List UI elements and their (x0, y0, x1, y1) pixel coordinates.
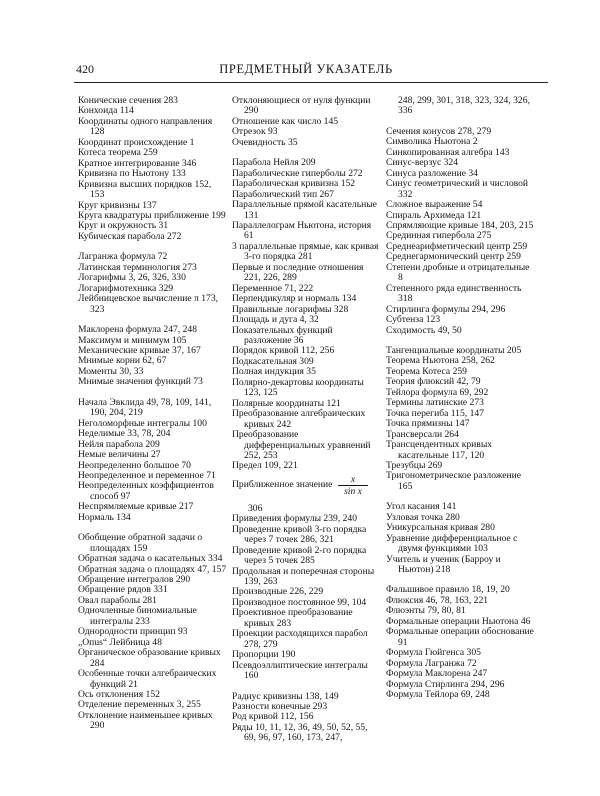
index-entry: Отделение переменных 3, 255 (78, 699, 201, 711)
index-entry: Обратная задача о площадях 47, 157 (78, 563, 227, 575)
index-group-s (386, 127, 536, 336)
index-entry: Перпендикуляр и нормаль 134 (232, 293, 357, 305)
index-group-o (78, 533, 228, 732)
index-entry: Лейбницевское вычисление π 173, 323 (78, 293, 219, 315)
index-entry: Теория флюксий 42, 79 (386, 376, 481, 388)
page-number: 420 (76, 62, 94, 76)
index-entry: Максимум и минимум 105 (78, 334, 187, 346)
index-entry: Уникурсальная кривая 280 (386, 522, 495, 534)
index-entry: Координат происхождение 1 (78, 136, 195, 148)
index-entry: Сечения конусов 278, 279 (386, 125, 492, 137)
index-entry: Неспрямляемые кривые 217 (78, 501, 194, 513)
index-entry: Радиус кривизны 138, 149 (232, 690, 339, 702)
index-group-r-cont (386, 96, 536, 117)
index-entry: Продольная и поперечная стороны 139, 263 (232, 565, 375, 588)
index-entry: Среднеарифметический центр 259 (386, 240, 528, 252)
index-entry: Сложное выражение 54 (386, 199, 483, 211)
index-entry: Преобразование алгебраических кривых 242 (232, 408, 366, 430)
index-entry: Разности конечные 293 (232, 701, 328, 713)
index-entry: Параболическая кривизна 152 (232, 178, 356, 190)
index-entry: Параллелограм Ньютона, история 61 (232, 219, 372, 242)
index-entry: Особенные точки алгебраических функций 21 (78, 668, 217, 690)
index-entry: Круг кривизны 137 (78, 199, 157, 211)
index-entry: Логарифмотехника 329 (78, 282, 174, 294)
fraction-denominator: sin x (344, 485, 362, 497)
index-entry: Формула Лагранжа 72 (386, 657, 477, 669)
index-entry: Точка прямизны 147 (386, 418, 470, 430)
index-entry: Субтенза 123 (386, 314, 441, 326)
index-entry: Очевидность 35 (232, 136, 298, 148)
index-column-2 (232, 96, 380, 754)
index-entry: Порядок кривой 112, 256 (232, 345, 335, 357)
index-entry: Неопределенное и переменное 71 (78, 469, 216, 481)
index-entry: Правильные логарифмы 328 (232, 303, 349, 315)
index-entry: Показательных функций разложение 36 (232, 324, 333, 346)
index-entry: Пропорции 190 (232, 649, 296, 661)
index-entry: Синус геометрический и числовой 332 (386, 178, 529, 200)
page-header (64, 62, 548, 78)
index-entry: Мнимые значения функций 73 (78, 376, 203, 388)
index-entry: Приведения формулы 239, 240 (232, 513, 358, 525)
index-entry: Латинская терминология 273 (78, 261, 197, 273)
index-entry: Парабола Нейля 209 (232, 157, 316, 169)
index-entry: Символика Ньютона 2 (386, 136, 478, 148)
index-group-l (78, 252, 228, 315)
index-column-3 (386, 96, 536, 710)
index-entry: Кривизна высших порядков 152, 153 (78, 178, 212, 201)
index-entry: Обращение интегралов 290 (78, 574, 191, 586)
index-group-k (78, 96, 228, 242)
formula-entry (232, 474, 380, 502)
index-entry: Конхоида 114 (78, 105, 134, 117)
index-entry: Термины латинские 273 (386, 397, 484, 409)
index-entry: Фальшивое правило 18, 19, 20 (386, 584, 510, 596)
index-entry: Нейля парабола 209 (78, 438, 160, 450)
index-group-r (232, 692, 380, 744)
index-entry: Лагранжа формула 72 (78, 251, 168, 263)
index-entry: Начала Эвклида 49, 78, 109, 141, 190, 204, 219 (78, 396, 212, 419)
fraction-numerator: x (338, 474, 368, 486)
index-entry: Параллельные прямой касательные 131 (232, 199, 377, 221)
index-entry: Координаты одного направления 128 (78, 115, 213, 138)
index-entry: Теорема Котеса 259 (386, 365, 467, 377)
index-entry: Псевдоэллиптические интегралы 160 (232, 659, 368, 682)
index-entry: Немые величины 27 (78, 449, 161, 461)
index-entry: Трезубцы 269 (386, 459, 443, 471)
index-entry: Производное постоянное 99, 104 (232, 596, 367, 608)
index-entry: Котеса теорема 259 (78, 147, 158, 159)
index-entry: Учитель и ученик (Барроу и Ньютон) 218 (386, 553, 501, 576)
index-entry: Ряды 10, 11, 12, 36, 49, 50, 52, 55, 69, 96, 97, 160, 173, 247, (232, 721, 368, 744)
index-entry: Синкопированная алгебра 143 (386, 146, 510, 158)
index-entry: Производные 226, 229 (232, 586, 324, 598)
index-entry: Мнимые корни 62, 67 (78, 355, 167, 367)
index-entry: Среднегармонический центр 259 (386, 251, 521, 263)
index-entry: Конические сечения 283 (78, 95, 178, 106)
index-entry: Трансцендентных кривых касательные 117, 120 (386, 439, 493, 461)
index-entry: Механические кривые 37, 167 (78, 344, 201, 356)
index-group-p (232, 158, 380, 472)
index-entry: Стирлинга формулы 294, 296 (386, 303, 506, 315)
index-entry: Тейлора формула 69, 292 (386, 386, 489, 398)
index-entry: Формальные операции обоснование 91 (386, 626, 534, 648)
index-entry: Формула Стирлинга 294, 296 (386, 678, 505, 690)
index-entry: Формула Гюйгенса 305 (386, 647, 481, 659)
index-entry: Отклоняющиеся от нуля функции 290 (232, 95, 371, 117)
formula-page: 306 (248, 502, 263, 514)
index-entry: Кривизна по Ньютону 133 (78, 168, 186, 180)
index-entry: Маклорена формула 247, 248 (78, 324, 198, 336)
index-entry: Полная индукция 35 (232, 366, 316, 378)
index-entry: Флюэнты 79, 80, 81 (386, 605, 466, 617)
index-entry: Обращение рядов 331 (78, 584, 168, 596)
index-entry: Формула Маклорена 247 (386, 668, 488, 680)
index-entry: Угол касания 141 (386, 501, 457, 513)
index-group-t (386, 346, 536, 492)
index-entry: Уравнение дифференциальное с двумя функциями 103 (386, 532, 518, 555)
index-group-o-cont (232, 96, 380, 148)
index-entry: Полярные координаты 121 (232, 397, 341, 409)
index-entry: Отрезок 93 (232, 126, 278, 138)
index-group-n (78, 398, 228, 523)
index-entry: Теорема Ньютона 258, 262 (386, 355, 495, 367)
index-entry: Параболические гиперболы 272 (232, 167, 363, 179)
formula-label: Приближенное значение (232, 478, 333, 490)
index-entry: Формальные операции Ньютона 46 (386, 615, 531, 627)
index-entry: Подкасательная 309 (232, 355, 314, 367)
index-entry: Круг и окружность 31 (78, 220, 169, 232)
index-entry: Неопределенно большое 70 (78, 459, 191, 471)
index-entry: Переменное 71, 222 (232, 282, 314, 294)
index-entry: Проведение кривой 3-го порядка через 7 точек 286, 321 (232, 523, 367, 546)
index-entry: 3 параллельные прямые, как кривая 3-го порядка 281 (232, 240, 379, 263)
index-entry: 248, 299, 301, 318, 323, 324, 326, 336 (398, 95, 530, 117)
index-group-p-cont (232, 504, 380, 682)
index-entry: Точка перегиба 115, 147 (386, 407, 484, 419)
header-rule (74, 82, 548, 83)
index-entry: Параболический тип 267 (232, 188, 334, 200)
index-entry: Моменты 30, 33 (78, 365, 144, 377)
index-entry: Полярно-декартовы координаты 123, 125 (232, 376, 364, 399)
index-entry: Площадь и дуга 4, 32 (232, 314, 319, 326)
index-entry: Предел 109, 221 (232, 460, 298, 472)
index-group-u (386, 502, 536, 575)
index-entry: Логарифмы 3, 26, 326, 330 (78, 272, 186, 284)
index-entry: Флюксия 46, 78, 163, 221 (386, 594, 489, 606)
index-entry: Степенного ряда единственность 318 (386, 282, 522, 305)
index-entry: Первые и последние отношения 221, 226, 289 (232, 261, 364, 284)
index-entry: Степени дробные и отрицательные 8 (386, 261, 530, 284)
index-entry: Кратное интегрирование 346 (78, 157, 197, 169)
index-entry: Спираль Архимеда 121 (386, 209, 482, 221)
index-entry: Обратная задача о касательных 334 (78, 553, 223, 565)
index-entry: Одночленные биномиальные интегралы 233 (78, 605, 197, 627)
index-entry: Однородности принцип 93 (78, 626, 188, 638)
index-entry: Неопределенных коэффициентов способ 97 (78, 480, 214, 502)
index-entry: Сходимость 49, 50 (386, 324, 462, 336)
index-group-f (386, 585, 536, 700)
index-entry: Отношение как число 145 (232, 115, 339, 127)
page-title: ПРЕДМЕТНЫЙ УКАЗАТЕЛЬ (219, 62, 393, 76)
index-entry: Отклонение наименьшее кривых 290 (78, 709, 213, 732)
index-entry: Синуса разложение 34 (386, 167, 478, 179)
index-entry: Проведение кривой 2-го порядка через 5 точек 285 (232, 544, 367, 567)
index-entry: Формула Тейлора 69, 248 (386, 689, 490, 701)
fraction (338, 474, 368, 497)
index-entry: Обобщение обратной задачи о площадях 159 (78, 532, 203, 554)
index-entry: Род кривой 112, 156 (232, 711, 314, 723)
index-entry: Круга квадратуры приближение 199 (78, 209, 226, 221)
index-group-m (78, 325, 228, 388)
index-column-1 (78, 96, 228, 742)
index-entry: Овал параболы 281 (78, 594, 157, 606)
index-entry: Проекции расходящихся парабол 278, 279 (232, 628, 368, 650)
index-entry: Трансверсали 264 (386, 428, 459, 440)
index-entry: Тангенциальные координаты 205 (386, 344, 522, 356)
index-entry: Неделимые 33, 78, 204 (78, 428, 171, 440)
index-entry: Преобразование дифференциальных уравнений 252, 253 (232, 429, 371, 461)
index-entry: Ось отклонения 152 (78, 689, 160, 701)
index-entry: Органическое образование кривых 284 (78, 647, 221, 669)
index-entry: Узловая точка 280 (386, 511, 460, 523)
index-entry: „Опus“ Лейбница 48 (78, 636, 162, 648)
index-entry: Тригонометрическое разложение 165 (386, 470, 522, 492)
index-entry: Кубическая парабола 272 (78, 230, 182, 242)
index-entry: Срединная гипербола 275 (386, 230, 492, 242)
index-entry: Синус-верзус 324 (386, 157, 458, 169)
index-entry: Проективное преобразование кривых 283 (232, 607, 353, 629)
index-entry: Неголоморфные интегралы 100 (78, 417, 207, 429)
index-entry: Спрямляющие кривые 184, 203, 215 (386, 219, 534, 231)
index-entry: Нормаль 134 (78, 511, 131, 523)
